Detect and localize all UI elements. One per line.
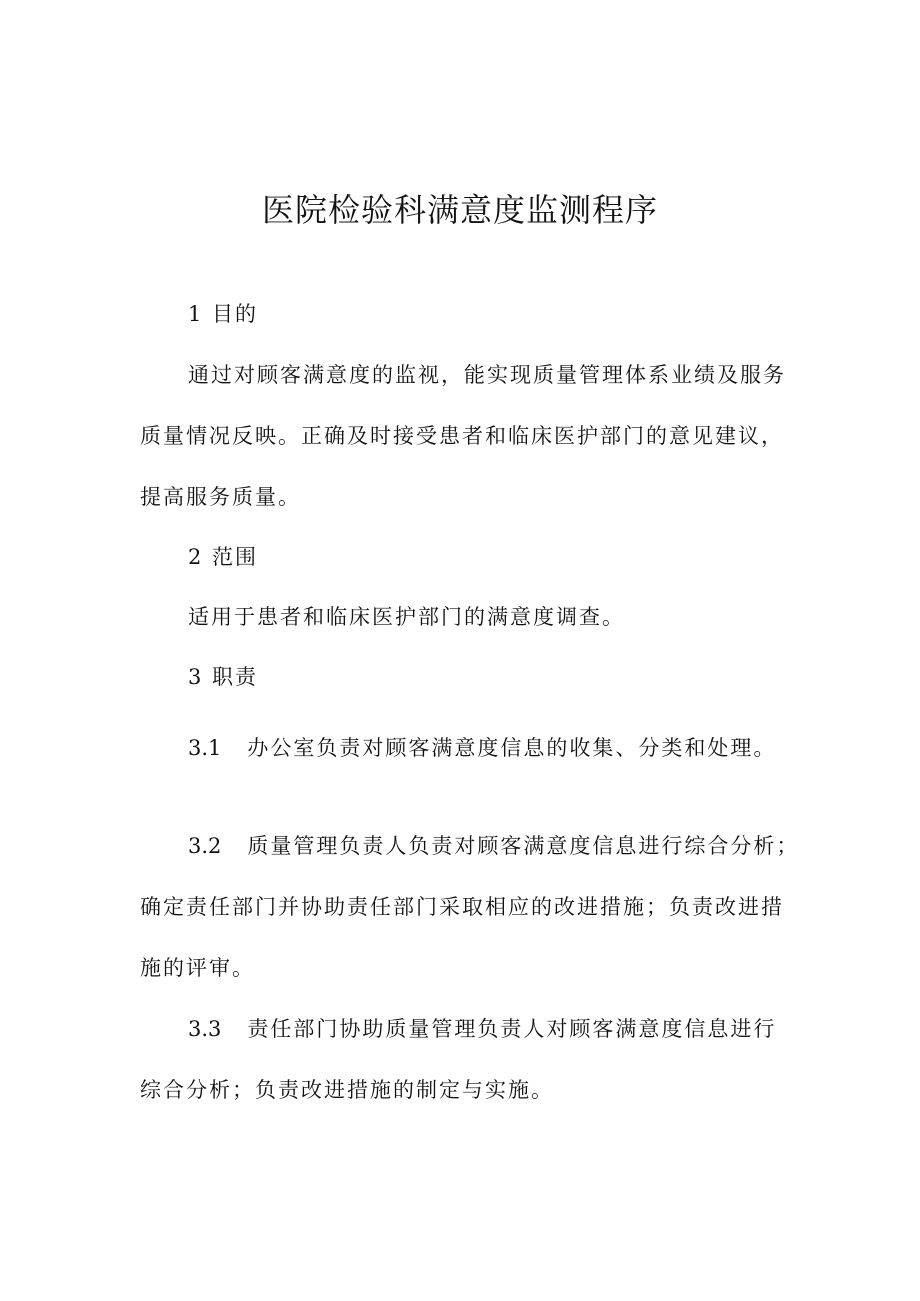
paragraph-line: 综合分析；负责改进措施的制定与实施。 [140, 1078, 554, 1102]
paragraph-line: 质量情况反映。正确及时接受患者和临床医护部门的意见建议， [140, 424, 784, 448]
list-item [188, 732, 776, 764]
paragraph-line: 确定责任部门并协助责任部门采取相应的改进措施；负责改进措 [140, 895, 784, 919]
list-item [188, 1013, 776, 1045]
item-text: 质量管理负责人负责对顾客满意度信息进行综合分析； [247, 834, 800, 858]
paragraph-line: 适用于患者和临床医护部门的满意度调查。 [188, 605, 625, 629]
section-heading-scope: 2 范围 [188, 545, 259, 569]
item-text: 办公室负责对顾客满意度信息的收集、分类和处理。 [247, 736, 777, 760]
list-item [188, 830, 799, 862]
item-number: 3.3 [188, 1017, 222, 1041]
document-title: 医院检验科满意度监测程序 [261, 191, 658, 229]
item-number: 3.2 [188, 834, 222, 858]
section-heading-responsibilities: 3 职责 [188, 665, 259, 689]
paragraph-line: 提高服务质量。 [140, 485, 301, 509]
paragraph-line: 通过对顾客满意度的监视，能实现质量管理体系业绩及服务 [188, 363, 786, 387]
paragraph-line: 施的评审。 [140, 956, 255, 980]
item-text: 责任部门协助质量管理负责人对顾客满意度信息进行 [247, 1017, 777, 1041]
item-number: 3.1 [188, 736, 222, 760]
section-heading-purpose: 1 目的 [188, 302, 259, 326]
